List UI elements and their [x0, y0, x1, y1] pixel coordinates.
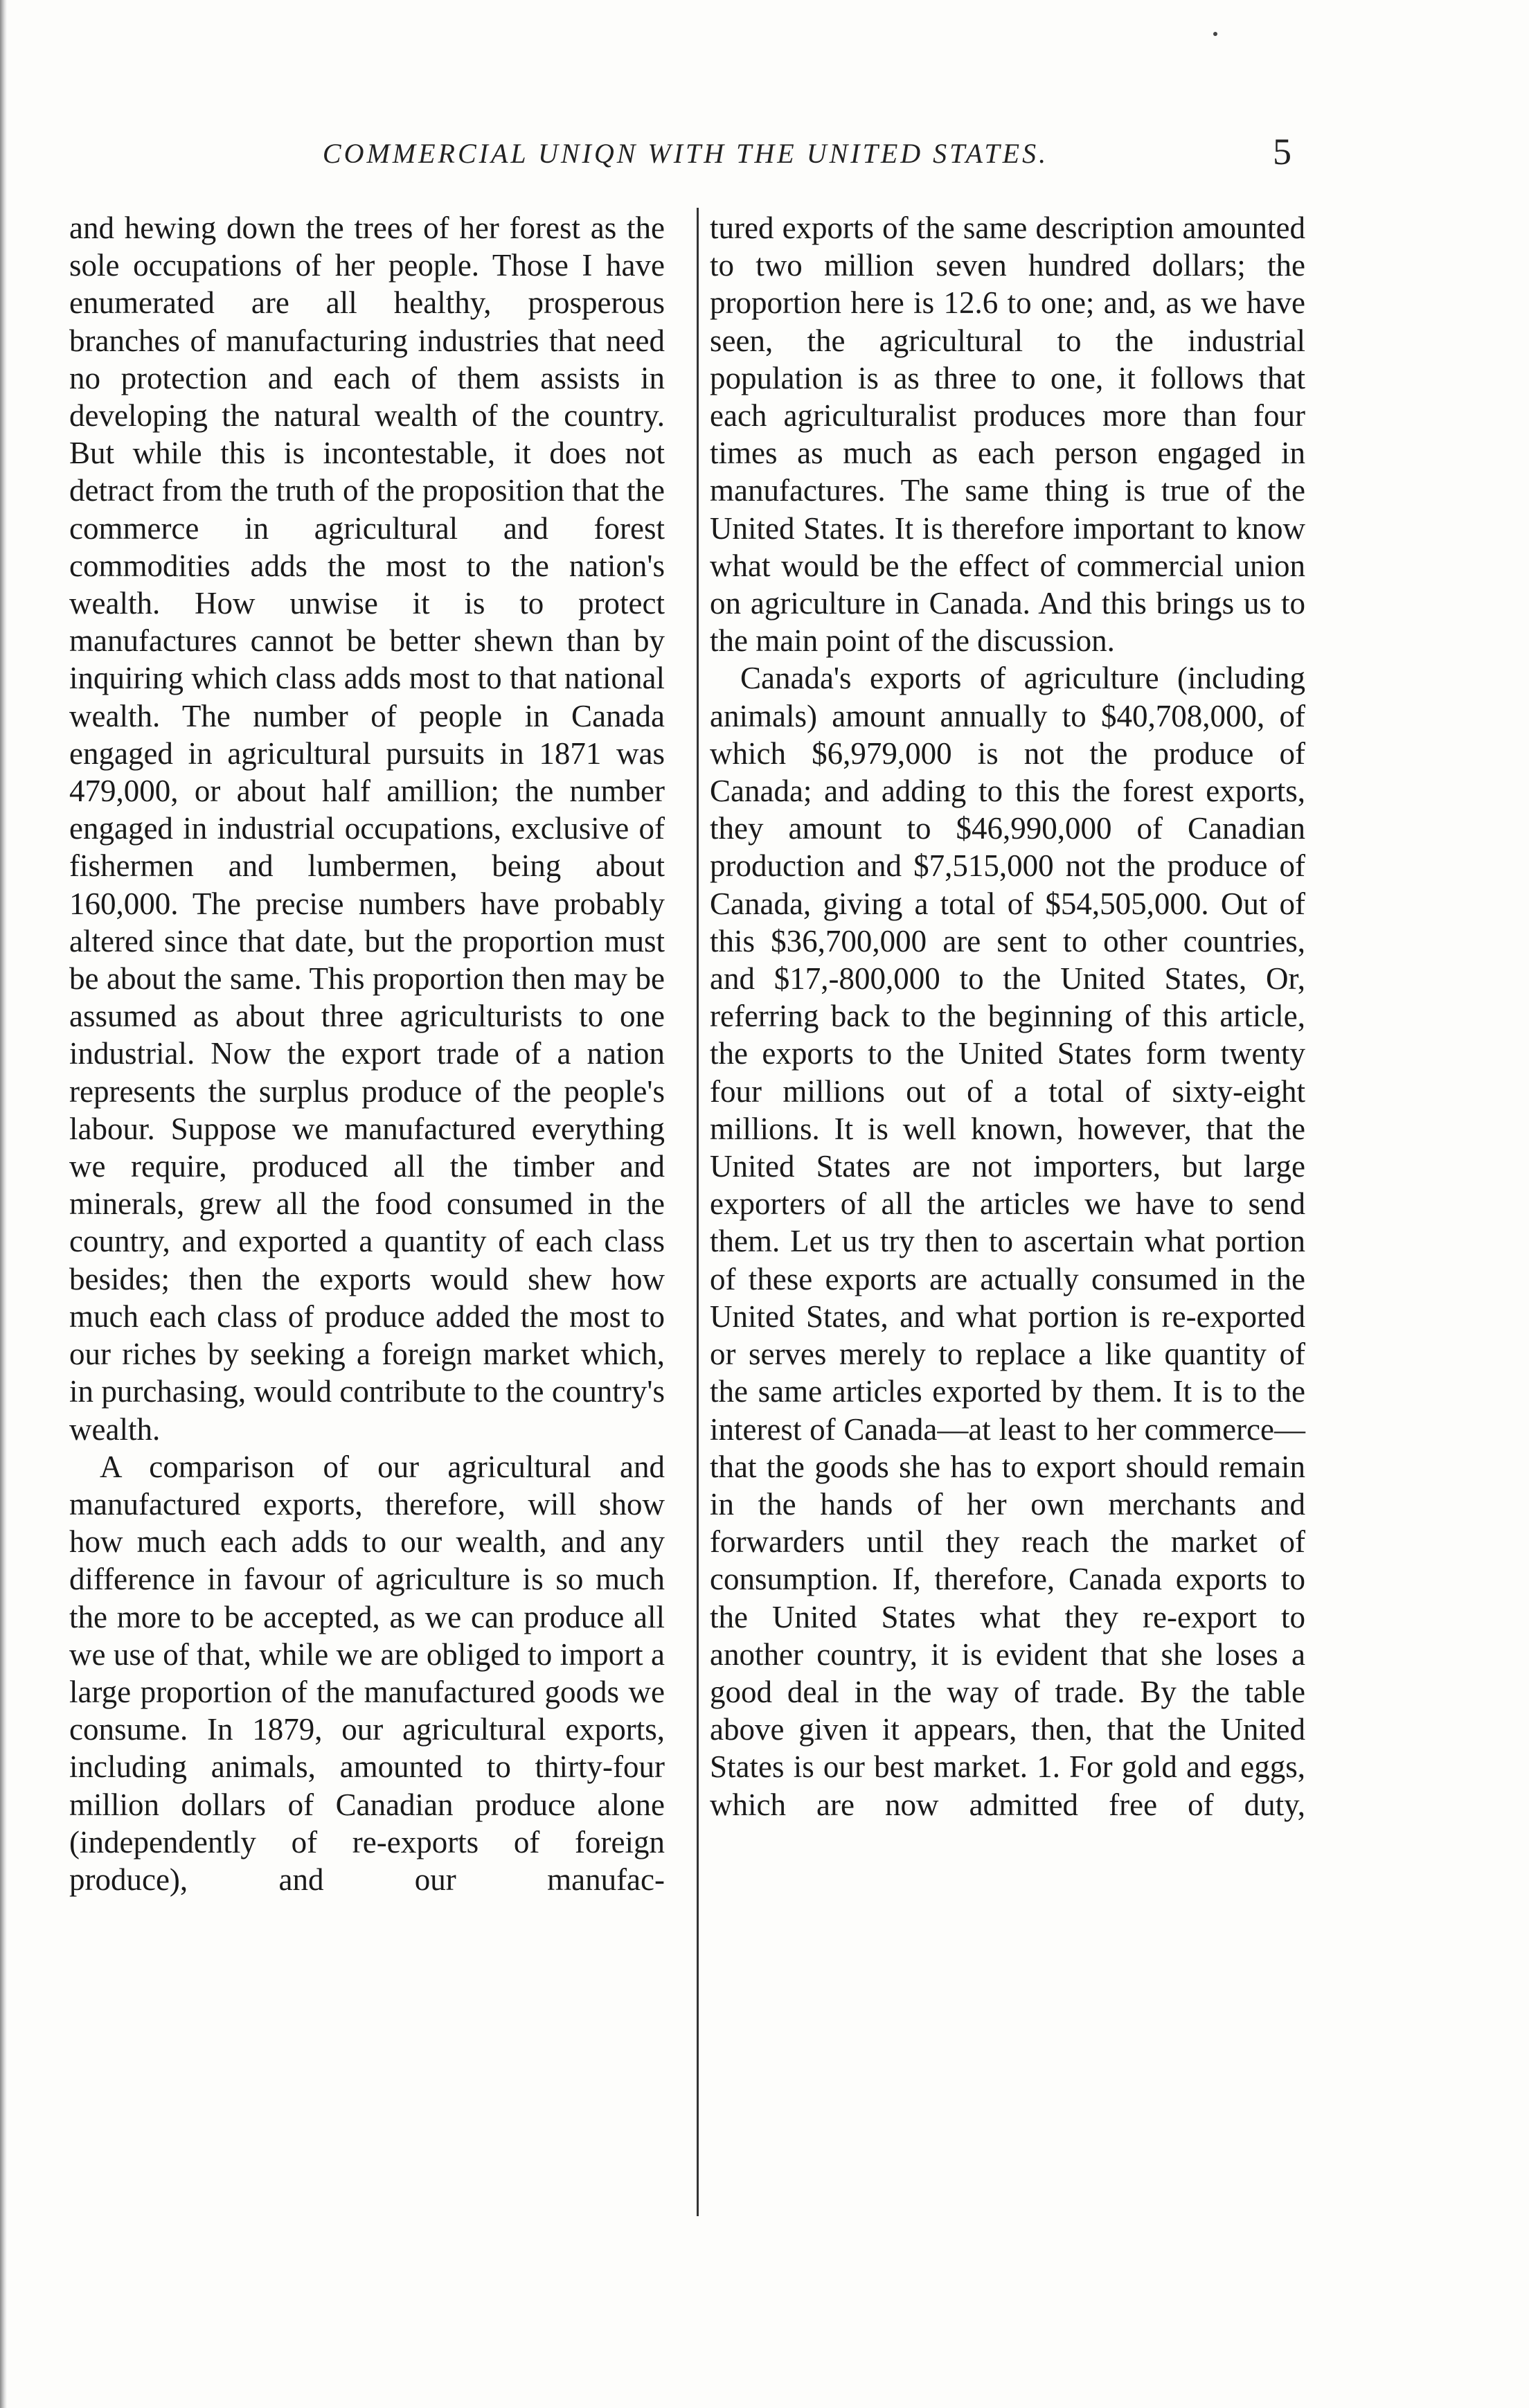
- paragraph: tured exports of the same description amounted to two million seven hundred dollars; the proportion here is 12.6 to one; and, as we have seen, the agricultural to the industrial population is as three to one, it follows that each agriculturalist produces more than four times as much as each person engaged in manufactures. The same thing is true of the United States. It is therefore important to know what would be the effect of commercial union on agriculture in Canada. And this brings us to the main point of the discussion.: [710, 211, 1305, 659]
- left-column: [69, 209, 665, 1898]
- paragraph: Canada's exports of agriculture (including animals) amount annually to $40,708,000, of which $6,979,000 is not the produce of Canada; and adding to this the forest exports, they amount to $46,990,000 of Canadian production and $7,515,000 not the produce of Canada, giving a total of $54,505,000. Out of this $36,700,000 are sent to other countries, and $17,-800,000 to the United States, Or, referring back to the beginning of this article, the exports to the United States form twenty four millions out of a total of sixty-eight millions. It is well known, however, that the United States are not importers, but large exporters of all the articles we have to send them. Let us try then to ascertain what portion of these exports are actually consumed in the United States, and what portion is re-exported or serves merely to replace a like quantity of the same articles exported by them. It is to the interest of Canada—at least to her commerce—that the goods she has to export should remain in the hands of her own merchants and forwarders until they reach the market of consumption. If, therefore, Canada exports to the United States what they re-export to another country, it is evident that she loses a good deal in the way of trade. By the table above given it appears, then, that the United States is our best market. 1. For gold and eggs, which are now admitted free of duty,: [710, 661, 1305, 1822]
- paragraph: and hewing down the trees of her forest as the sole occupations of her people. Those I have enumerated are all healthy, prosperous branches of manufacturing industries that need no protection and each of them assists in developing the natural wealth of the country. But while this is incontestable, it does not detract from the truth of the proposition that the commerce in agricultural and forest commodities adds the most to the nation's wealth. How unwise it is to protect manufactures cannot be better shewn than by inquiring which class adds most to that national wealth. The number of people in Canada engaged in agricultural pursuits in 1871 was 479,000, or about half amillion; the number engaged in industrial occupations, exclusive of fishermen and lumbermen, being about 160,000. The precise numbers have probably altered since that date, but the proportion must be about the same. This proportion then may be assumed as about three agriculturists to one industrial. Now the export trade of a nation represents the surplus produce of the people's labour. Suppose we manufactured everything we require, produced all the timber and minerals, grew all the food consumed in the country, and exported a quantity of each class besides; then the exports would shew how much each class of produce added the most to our riches by seeking a foreign market which, in purchasing, would contribute to the country's wealth.: [69, 211, 665, 1447]
- column-divider: [697, 208, 699, 2216]
- paragraph: A comparison of our agricultural and manufactured exports, therefore, will show how much each adds to our wealth, and any difference in favour of agriculture is so much the more to be accepted, as we can produce all we use of that, while we are obliged to import a large proportion of the manufactured goods we consume. In 1879, our agricultural exports, including animals, amounted to thirty-four million dollars of Canadian produce alone (independently of re-exports of foreign produce), and our manufac-: [69, 1449, 665, 1897]
- page-number: 5: [1273, 131, 1291, 172]
- right-column: [710, 209, 1305, 1823]
- running-title: COMMERCIAL UNIQN WITH THE UNITED STATES.: [322, 138, 1049, 169]
- page-edge-shadow: [0, 0, 7, 2408]
- print-speck: [1213, 32, 1217, 36]
